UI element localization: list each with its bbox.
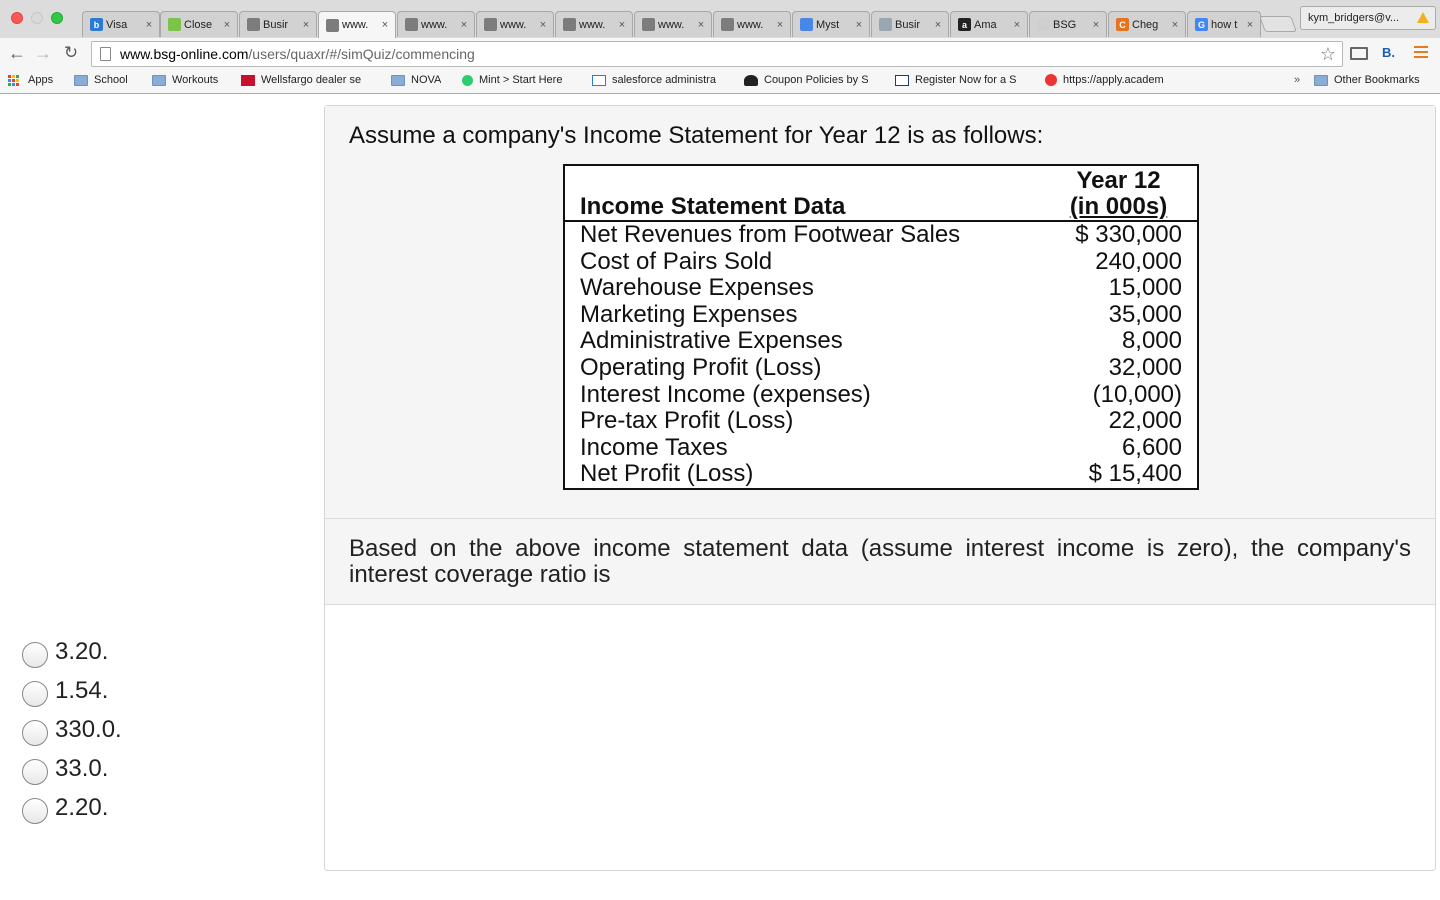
- tab-favicon-icon: [879, 18, 892, 31]
- tab-favicon-icon: a: [958, 18, 971, 31]
- table-row: [564, 382, 1198, 409]
- row-value: $ 15,400: [1088, 460, 1182, 488]
- profile-name: kym_bridgers@v...: [1308, 12, 1400, 24]
- row-label: Warehouse Expenses: [580, 274, 814, 302]
- table-row: [564, 302, 1198, 329]
- bookmark-label: NOVA: [411, 74, 442, 86]
- bookmark-item[interactable]: [1045, 74, 1164, 86]
- tab-label: Ama: [974, 18, 997, 31]
- bookmark-item[interactable]: [74, 74, 128, 86]
- page-icon: [100, 47, 111, 61]
- folder-icon: [1314, 75, 1328, 86]
- table-row: [564, 275, 1198, 302]
- row-value: 35,000: [1108, 300, 1182, 328]
- tab-label: www.: [500, 18, 527, 31]
- browser-tab[interactable]: [634, 11, 712, 37]
- bookmark-item[interactable]: [391, 74, 441, 86]
- other-bookmarks[interactable]: [1314, 74, 1420, 86]
- radio-button[interactable]: [22, 720, 48, 746]
- col-header-year-line2: (in 000s): [1069, 193, 1168, 220]
- other-bookmarks-label: Other Bookmarks: [1334, 74, 1420, 86]
- tab-label: Busir: [895, 18, 921, 31]
- quiz-card: [324, 105, 1436, 871]
- bookmark-item[interactable]: [592, 74, 716, 86]
- reload-icon[interactable]: ↻: [63, 43, 79, 62]
- back-arrow-icon[interactable]: ←: [8, 43, 26, 63]
- prompt-section: [325, 106, 1435, 519]
- answer-option[interactable]: [22, 710, 122, 749]
- row-label: Cost of Pairs Sold: [580, 247, 773, 275]
- answer-option[interactable]: [22, 632, 122, 671]
- row-label: Pre-tax Profit (Loss): [580, 407, 794, 435]
- folder-icon: [391, 75, 405, 86]
- tab-close-icon[interactable]: ×: [539, 18, 547, 31]
- col-header-year: [1040, 165, 1198, 221]
- bookmark-label: Coupon Policies by S: [764, 74, 869, 86]
- radio-button[interactable]: [22, 759, 48, 785]
- url-host: www.bsg-online.com: [120, 46, 249, 62]
- row-value: 240,000: [1095, 247, 1182, 275]
- browser-tab[interactable]: [871, 11, 949, 37]
- tab-close-icon[interactable]: ×: [1092, 18, 1100, 31]
- radio-button[interactable]: [22, 642, 48, 668]
- table-row: [564, 328, 1198, 355]
- table-row: [564, 221, 1198, 249]
- menu-icon[interactable]: [1414, 46, 1428, 61]
- tab-favicon-icon: [484, 18, 497, 31]
- apps-grid-icon: [8, 75, 22, 86]
- browser-tab[interactable]: [476, 11, 554, 37]
- bookmark-item[interactable]: [152, 74, 218, 86]
- bookmark-item[interactable]: [462, 74, 562, 86]
- window-minimize-button[interactable]: [31, 12, 43, 24]
- radio-button[interactable]: [22, 681, 48, 707]
- bookmark-label: Apps: [28, 74, 54, 86]
- browser-tab[interactable]: [713, 11, 791, 37]
- new-tab-button[interactable]: [1259, 16, 1297, 32]
- tab-close-icon[interactable]: ×: [855, 18, 863, 31]
- answer-option-label: 1.54.: [55, 676, 109, 704]
- table-row: [564, 249, 1198, 276]
- bookmark-label: School: [94, 74, 128, 86]
- tab-close-icon[interactable]: ×: [1013, 18, 1021, 31]
- row-value: 32,000: [1108, 353, 1182, 381]
- bookmark-label: Wellsfargo dealer se: [261, 74, 362, 86]
- answer-option-label: 33.0.: [55, 754, 109, 782]
- table-header-row: [564, 165, 1198, 221]
- tab-favicon-icon: G: [1195, 18, 1208, 31]
- tab-favicon-icon: [1037, 18, 1050, 31]
- tab-favicon-icon: C: [1116, 18, 1129, 31]
- browser-tab[interactable]: [397, 11, 475, 37]
- folder-icon: [152, 75, 166, 86]
- col-header-data: Income Statement Data: [580, 193, 846, 220]
- browser-tab[interactable]: [1108, 11, 1186, 37]
- bookmark-star-icon[interactable]: ☆: [1319, 44, 1336, 64]
- bookmark-label: Mint > Start Here: [479, 74, 563, 86]
- apply-icon: [1045, 74, 1057, 86]
- folder-icon: [74, 75, 88, 86]
- bookmark-label: Register Now for a S: [915, 74, 1017, 86]
- tab-close-icon[interactable]: ×: [934, 18, 942, 31]
- tab-favicon-icon: b: [90, 18, 103, 31]
- row-value: (10,000): [1092, 380, 1182, 408]
- question-section: [325, 519, 1435, 605]
- tab-label: www.: [579, 18, 606, 31]
- tab-favicon-icon: [247, 18, 260, 31]
- browser-tab[interactable]: [950, 11, 1028, 37]
- browser-tab[interactable]: [82, 11, 160, 37]
- answer-option-label: 330.0.: [55, 715, 122, 743]
- tab-close-icon[interactable]: ×: [697, 18, 705, 31]
- radio-button[interactable]: [22, 798, 48, 824]
- tab-label: Busir: [263, 18, 289, 31]
- answer-option[interactable]: [22, 749, 122, 788]
- bookmark-label: https://apply.academ: [1063, 74, 1164, 86]
- prompt-text: Assume a company's Income Statement for Year 12 is as follows:: [349, 122, 1044, 149]
- browser-tab[interactable]: [160, 11, 238, 37]
- table-row: [564, 435, 1198, 462]
- row-label: Net Profit (Loss): [580, 460, 754, 488]
- tab-label: www.: [658, 18, 685, 31]
- window-zoom-button[interactable]: [51, 12, 63, 24]
- browser-toolbar: [0, 38, 1440, 70]
- bookmark-item[interactable]: [895, 74, 1016, 86]
- answer-option[interactable]: [22, 788, 122, 827]
- tab-favicon-icon: [721, 18, 734, 31]
- row-label: Income Taxes: [580, 433, 728, 461]
- tab-label: www.: [421, 18, 448, 31]
- tab-close-icon[interactable]: ×: [1171, 18, 1179, 31]
- tab-close-icon[interactable]: ×: [1246, 18, 1254, 31]
- answer-option-label: 3.20.: [55, 637, 109, 665]
- tab-label: BSG: [1053, 18, 1077, 31]
- url-path: /users/quaxr/#/simQuiz/commencing: [248, 46, 475, 62]
- address-bar[interactable]: [91, 41, 1343, 67]
- tab-close-icon[interactable]: ×: [302, 18, 310, 31]
- table-row: [564, 461, 1198, 489]
- page-content: [0, 95, 1440, 900]
- warning-icon: [1417, 12, 1429, 23]
- answer-options: [22, 632, 122, 827]
- tab-favicon-icon: [405, 18, 418, 31]
- tab-label: Myst: [816, 18, 840, 31]
- browser-tab[interactable]: [792, 11, 870, 37]
- forward-arrow-icon[interactable]: →: [34, 43, 52, 63]
- bookmarks-overflow-button[interactable]: »: [1294, 74, 1301, 86]
- tab-close-icon[interactable]: ×: [460, 18, 468, 31]
- row-value: 6,600: [1121, 433, 1182, 461]
- answer-option[interactable]: [22, 671, 122, 710]
- row-label: Operating Profit (Loss): [580, 353, 822, 381]
- tab-close-icon[interactable]: ×: [381, 19, 389, 31]
- coupon-icon: [744, 75, 758, 86]
- bookmarks-bar: [0, 70, 1440, 94]
- tab-favicon-icon: [326, 19, 339, 32]
- profile-button[interactable]: [1300, 6, 1436, 30]
- tab-label: www.: [342, 19, 369, 31]
- tab-close-icon[interactable]: ×: [223, 18, 231, 31]
- tab-favicon-icon: [642, 18, 655, 31]
- browser-tab[interactable]: [318, 11, 396, 38]
- row-label: Administrative Expenses: [580, 327, 843, 355]
- browser-tab[interactable]: [555, 11, 633, 37]
- tab-label: Close: [184, 18, 213, 31]
- info-icon: [592, 75, 606, 86]
- row-label: Interest Income (expenses): [580, 380, 871, 408]
- row-label: Marketing Expenses: [580, 300, 798, 328]
- tab-close-icon[interactable]: ×: [776, 18, 784, 31]
- table-row: [564, 355, 1198, 382]
- tab-close-icon[interactable]: ×: [145, 18, 153, 31]
- extension-icon[interactable]: B.: [1382, 45, 1395, 60]
- row-value: 8,000: [1121, 327, 1182, 355]
- wf-icon: [241, 75, 255, 86]
- col-header-year-line1: Year 12: [1076, 167, 1161, 194]
- tab-strip: [0, 0, 1440, 38]
- answer-option-label: 2.20.: [55, 793, 109, 821]
- browser-tab[interactable]: [1187, 11, 1261, 37]
- tab-close-icon[interactable]: ×: [618, 18, 626, 31]
- bookmark-item[interactable]: [744, 74, 869, 86]
- bookmark-item[interactable]: [241, 74, 361, 86]
- row-value: 22,000: [1108, 407, 1182, 435]
- tab-favicon-icon: [563, 18, 576, 31]
- bookmark-item[interactable]: [8, 74, 53, 86]
- browser-tab[interactable]: [1029, 11, 1107, 37]
- bookmark-label: Workouts: [172, 74, 219, 86]
- row-label: Net Revenues from Footwear Sales: [580, 221, 961, 248]
- tab-favicon-icon: [168, 18, 181, 31]
- browser-tab[interactable]: [239, 11, 317, 37]
- row-value: 15,000: [1108, 274, 1182, 302]
- mint-icon: [462, 75, 473, 86]
- bookmark-label: salesforce administra: [612, 74, 716, 86]
- tab-label: Visa: [106, 18, 128, 31]
- k-icon: [895, 75, 909, 86]
- question-text: Based on the above income statement data (assume interest income is zero), the company's interest coverage ratio is: [349, 535, 1411, 588]
- row-value: $ 330,000: [1075, 221, 1182, 248]
- cast-icon[interactable]: [1350, 47, 1368, 60]
- tab-favicon-icon: [800, 18, 813, 31]
- tab-label: www.: [737, 18, 764, 31]
- income-statement-table: [563, 164, 1199, 490]
- table-row: [564, 408, 1198, 435]
- tab-label: Cheg: [1132, 18, 1159, 31]
- window-close-button[interactable]: [11, 12, 23, 24]
- tab-label: how t: [1211, 18, 1238, 31]
